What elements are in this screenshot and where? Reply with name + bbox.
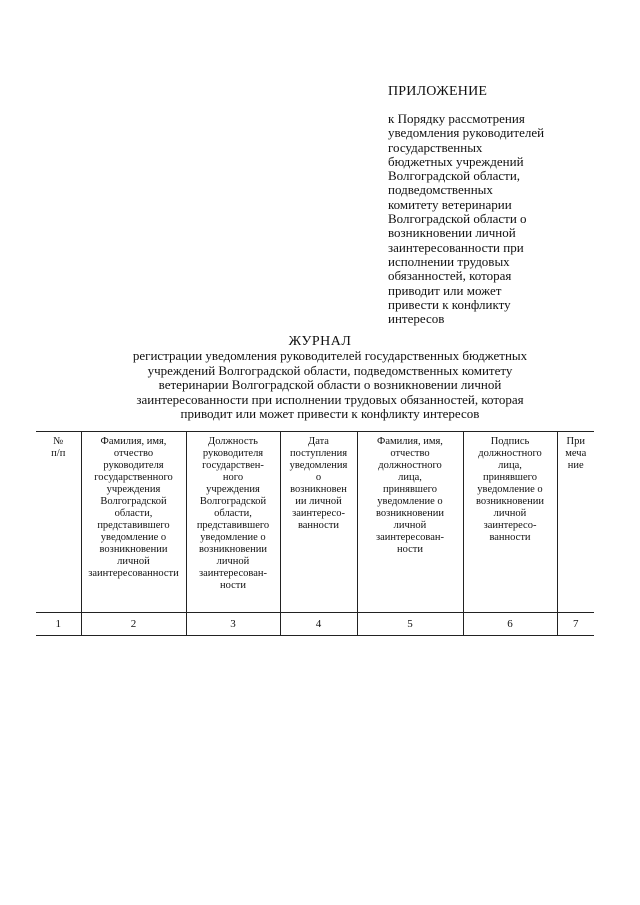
column-header-line: представившего: [196, 520, 270, 531]
appendix-line: уведомления руководителей: [388, 125, 545, 141]
column-header-line: Фамилия, имя,: [377, 436, 443, 447]
column-header-line: должностного: [478, 448, 542, 459]
column-header-line: уведомление о: [377, 496, 443, 507]
column-header-note: [557, 432, 594, 613]
column-header-line: принявшего: [383, 484, 437, 495]
column-header-line: отчество: [113, 448, 154, 459]
column-header-line: Подпись: [490, 436, 530, 447]
table-header-row: [36, 432, 594, 613]
column-header-line: государствен-: [202, 460, 264, 471]
column-header-line: возникновении: [476, 496, 544, 507]
appendix-line: Волгоградской области,: [388, 168, 521, 184]
column-header-line: принявшего: [483, 472, 537, 483]
column-header-line: заинтересованности: [88, 568, 179, 579]
column-header-line: ванности: [297, 520, 340, 531]
appendix-line: государственных: [388, 139, 483, 155]
column-header-line: Фамилия, имя,: [100, 436, 167, 447]
column-header-line: области,: [114, 508, 153, 519]
column-number: 5: [357, 613, 463, 636]
appendix-line: интересов: [388, 311, 445, 327]
column-header-line: ние: [567, 460, 584, 471]
column-header-official-signature: [463, 432, 557, 613]
appendix-line: заинтересованности при: [388, 239, 524, 255]
column-header-line: личной: [393, 520, 427, 531]
appendix-line: Волгоградской области о: [388, 211, 527, 227]
column-header-line: ванности: [489, 532, 531, 543]
column-header-receipt-date: [280, 432, 357, 613]
appendix-line: комитету ветеринарии: [388, 196, 512, 212]
column-header-manager-name: [81, 432, 186, 613]
column-header-line: уведомление о: [477, 484, 543, 495]
column-header-line: уведомление о: [100, 532, 167, 543]
column-header-line: п/п: [51, 448, 66, 459]
appendix-line: бюджетных учреждений: [388, 153, 524, 169]
column-header-line: поступления: [289, 448, 348, 459]
column-header-official-name: [357, 432, 463, 613]
journal-table: [36, 431, 594, 636]
column-header-line: №: [53, 436, 64, 447]
column-header-line: возникновении: [199, 544, 267, 555]
column-header-line: учреждения: [206, 484, 260, 495]
column-header-line: При: [566, 436, 585, 447]
column-header-line: возникновении: [376, 508, 444, 519]
appendix-body: [388, 112, 583, 326]
appendix-line: возникновении личной: [388, 225, 516, 241]
journal-description-line: ветеринарии Волгоградской области о возникновении личной: [158, 377, 502, 392]
column-header-line: Должность: [208, 436, 258, 447]
journal-description: [0, 349, 640, 422]
column-header-line: Волгоградской: [100, 496, 167, 507]
column-header-manager-position: [186, 432, 280, 613]
journal-title: ЖУРНАЛ: [288, 334, 352, 349]
column-header-line: отчество: [390, 448, 430, 459]
journal-description-line: приводит или может привести к конфликту интересов: [180, 406, 480, 421]
column-number: 1: [36, 613, 81, 636]
column-header-line: возникновен: [290, 484, 347, 495]
column-header-line: уведомление о: [200, 532, 266, 543]
column-header-line: ности: [220, 580, 246, 591]
column-header-line: руководителя: [103, 460, 164, 471]
column-header-line: заинтересован-: [199, 568, 267, 579]
appendix-line: подведомственных: [388, 182, 493, 198]
appendix-title: ПРИЛОЖЕНИЕ: [388, 84, 488, 99]
column-header-line: Дата: [308, 436, 329, 447]
column-header-line: о: [315, 472, 322, 483]
column-header-line: заинтересован-: [376, 532, 444, 543]
appendix-line: привести к конфликту: [388, 296, 511, 312]
column-number: 4: [280, 613, 357, 636]
column-header-line: области,: [214, 508, 252, 519]
column-header-line: государственного: [94, 472, 173, 483]
column-header-line: заинтересо-: [292, 508, 345, 519]
column-header-line: заинтересо-: [483, 520, 537, 531]
journal-description-line: заинтересованности при исполнении трудовых обязанностей, которая: [136, 391, 524, 407]
column-header-line: личной: [216, 556, 250, 567]
column-number-row: [36, 613, 594, 636]
column-header-line: должностного: [378, 460, 442, 471]
column-header-line: учреждения: [106, 484, 161, 495]
column-header-line: личной: [493, 508, 527, 519]
column-header-line: Волгоградской: [199, 496, 267, 507]
appendix-line: к Порядку рассмотрения: [388, 111, 525, 126]
column-number: 3: [186, 613, 280, 636]
column-header-line: меча: [565, 448, 587, 459]
column-header-line: лица,: [398, 472, 422, 483]
column-header-line: ности: [397, 544, 423, 555]
appendix-line: приводит или может: [388, 282, 502, 298]
column-header-line: ного: [222, 472, 244, 483]
column-header-number: [36, 432, 81, 613]
column-header-line: уведомления: [289, 460, 348, 471]
appendix-line: обязанностей, которая: [388, 268, 512, 284]
column-number: 6: [463, 613, 557, 636]
appendix-line: исполнении трудовых: [388, 253, 510, 269]
journal-description-line: регистрации уведомления руководителей государственных бюджетных: [132, 348, 528, 363]
column-header-line: руководителя: [202, 448, 264, 459]
column-header-line: возникновении: [99, 544, 168, 555]
column-header-line: представившего: [97, 520, 170, 531]
column-number: 2: [81, 613, 186, 636]
column-header-line: личной: [117, 556, 150, 567]
column-header-line: лица,: [498, 460, 522, 471]
journal-description-line: учреждений Волгоградской области, подведомственных комитету: [147, 362, 513, 378]
column-number: 7: [557, 613, 594, 636]
column-header-line: ии личной: [295, 496, 342, 507]
